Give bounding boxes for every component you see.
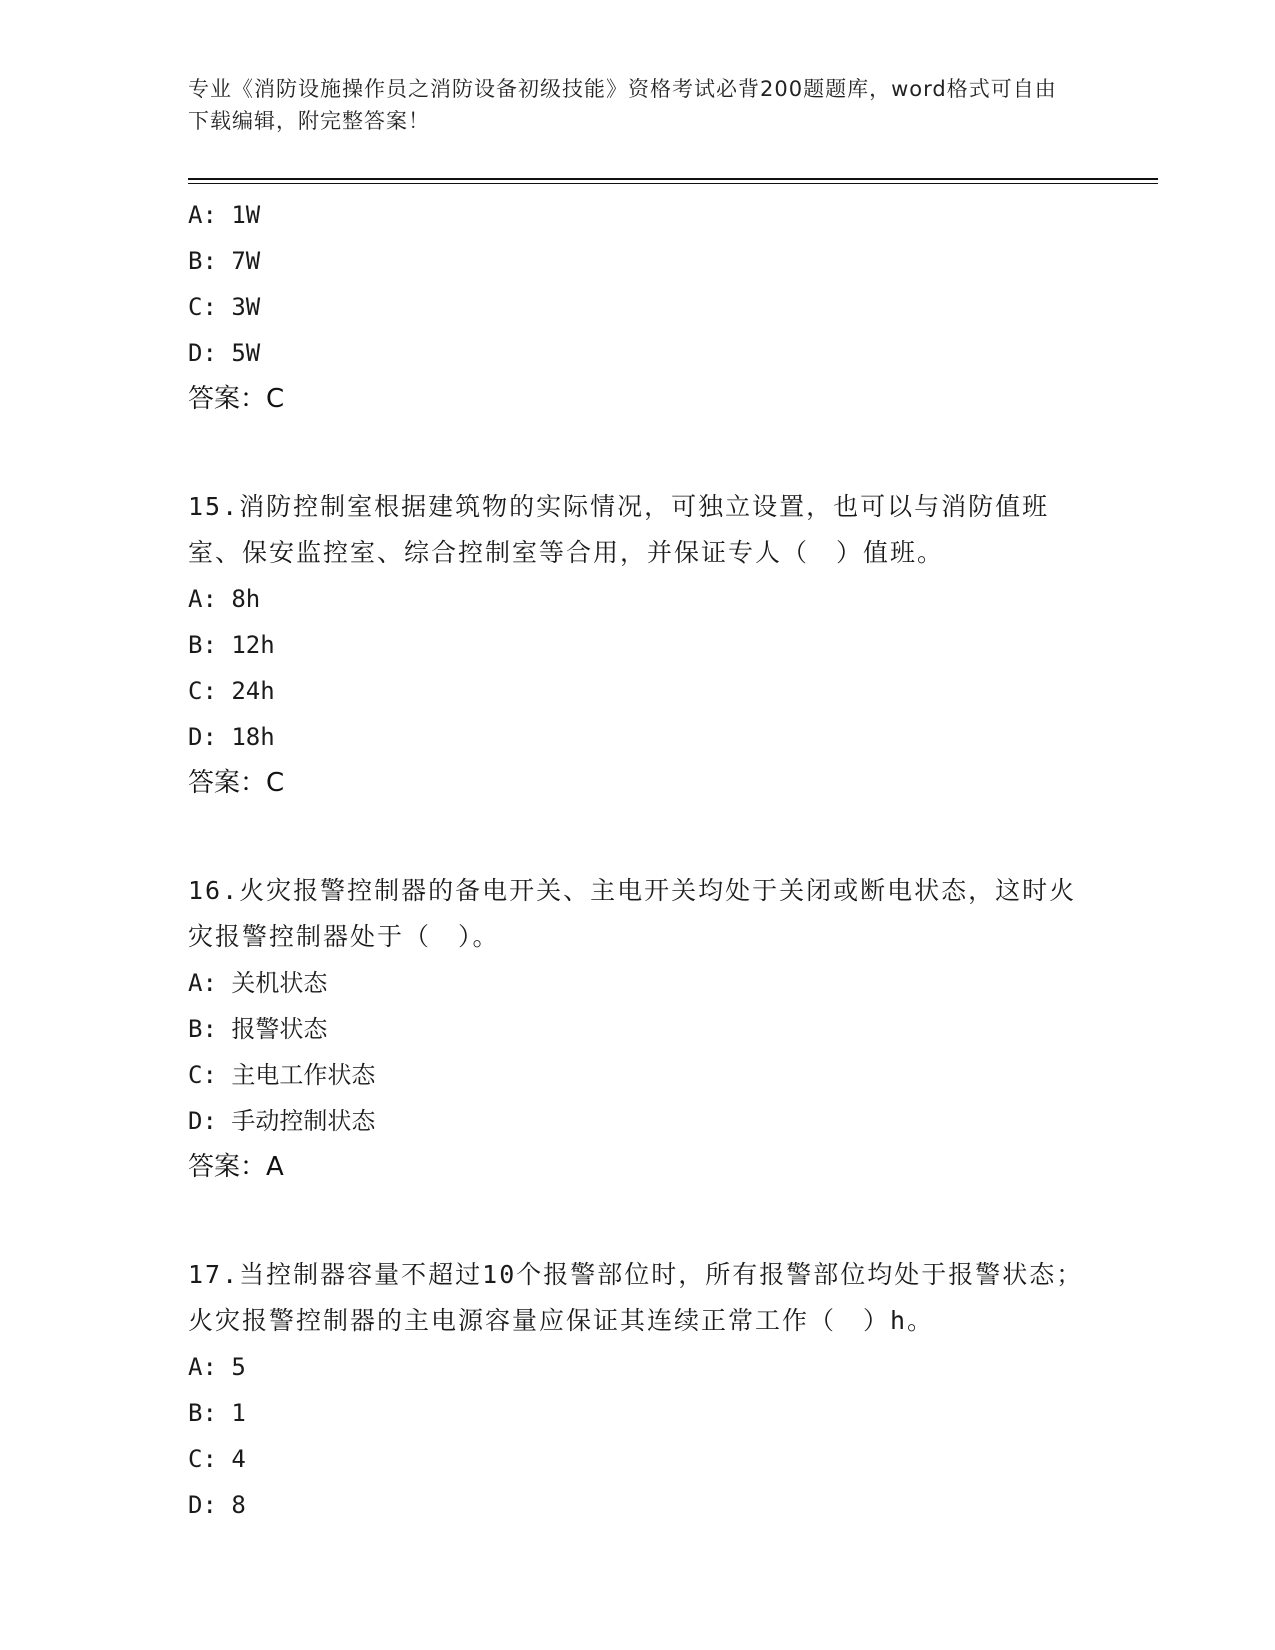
option-a: A: 1W	[188, 201, 261, 229]
option-b: B: 12h	[188, 631, 275, 659]
header-rule-thick	[188, 178, 1158, 180]
option-c: C: 3W	[188, 293, 261, 321]
option-d: D: 8	[188, 1491, 246, 1519]
option-c: C: 主电工作状态	[188, 1061, 376, 1089]
question-text: 17.当控制器容量不超过10个报警部位时，所有报警部位均处于报警状态；火灾报警控制器的主电源容量应保证其连续正常工作（ ）h。	[188, 1260, 1084, 1335]
option-a: A: 关机状态	[188, 969, 328, 997]
answer-line: 答案：A	[188, 1152, 284, 1182]
option-d: D: 18h	[188, 723, 275, 751]
answer-line: 答案：C	[188, 768, 285, 798]
document-header: 专业《消防设施操作员之消防设备初级技能》资格考试必背200题题库，word格式可自由下载编辑，附完整答案！	[188, 77, 1057, 133]
question-block-partial	[188, 192, 1088, 422]
option-b: B: 7W	[188, 247, 261, 275]
option-d: D: 5W	[188, 339, 261, 367]
header-rule-thin	[188, 183, 1158, 184]
question-16	[188, 868, 1088, 1190]
question-17	[188, 1252, 1088, 1528]
option-d: D: 手动控制状态	[188, 1107, 376, 1135]
question-15	[188, 484, 1088, 806]
option-c: C: 4	[188, 1445, 246, 1473]
option-c: C: 24h	[188, 677, 275, 705]
option-a: A: 5	[188, 1353, 246, 1381]
option-b: B: 1	[188, 1399, 246, 1427]
option-a: A: 8h	[188, 585, 261, 613]
document-content	[188, 192, 1088, 1528]
question-text: 15.消防控制室根据建筑物的实际情况，可独立设置，也可以与消防值班室、保安监控室、综合控制室等合用，并保证专人（ ）值班。	[188, 492, 1050, 567]
option-b: B: 报警状态	[188, 1015, 328, 1043]
answer-line: 答案：C	[188, 384, 285, 414]
question-text: 16.火灾报警控制器的备电开关、主电开关均处于关闭或断电状态，这时火灾报警控制器处于（ ）。	[188, 876, 1077, 951]
